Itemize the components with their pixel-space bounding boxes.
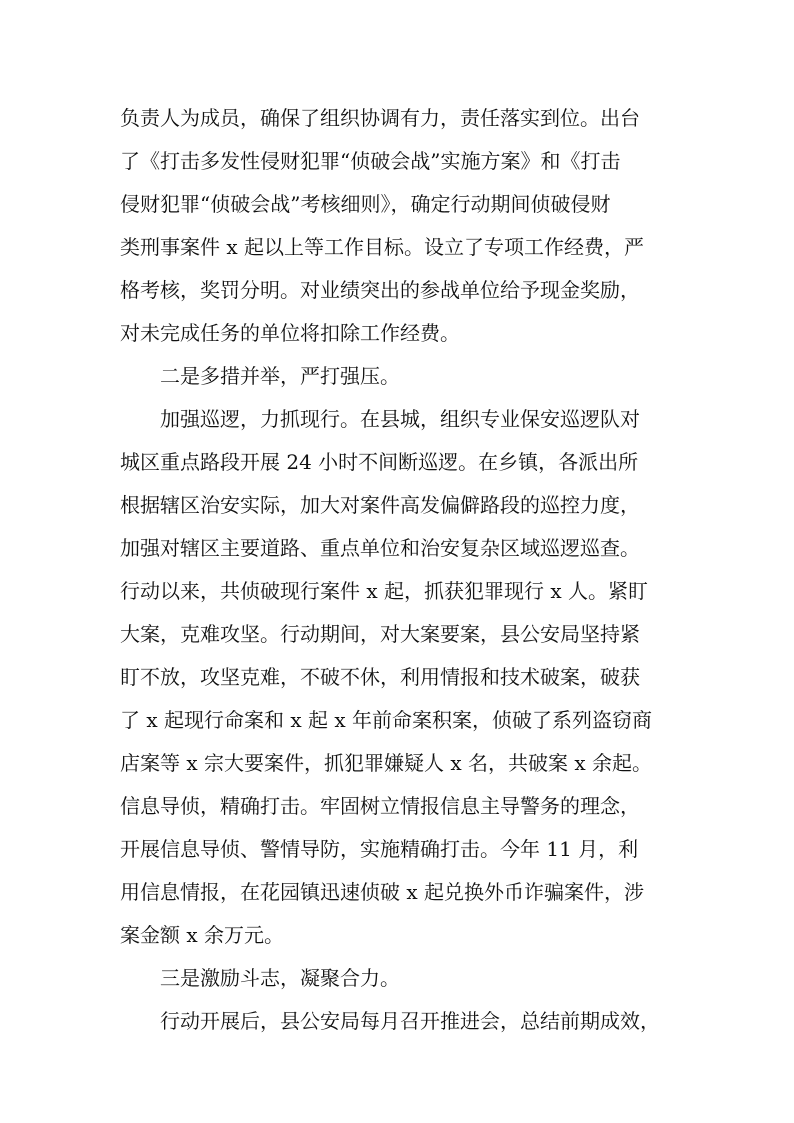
text-line: 了 x 起现行命案和 x 起 x 年前命案积案，侦破了系列盗窃商 bbox=[120, 708, 652, 732]
text-line: 了《打击多发性侵财犯罪“侦破会战”实施方案》和《打击 bbox=[120, 149, 621, 173]
text-line: 开展信息导侦、警情导防，实施精确打击。今年 11 月，利 bbox=[120, 837, 639, 861]
text-line: 城区重点路段开展 24 小时不间断巡逻。在乡镇，各派出所 bbox=[120, 450, 639, 474]
text-line: 格考核，奖罚分明。对业绩突出的参战单位给予现金奖励， bbox=[120, 278, 640, 302]
section-heading: 三是激励斗志，凝聚合力。 bbox=[160, 966, 400, 990]
text-line: 根据辖区治安实际，加大对案件高发偏僻路段的巡控力度， bbox=[120, 493, 640, 517]
text-line: 盯不放，攻坚克难，不破不休，利用情报和技术破案，破获 bbox=[120, 665, 640, 689]
text-line: 案金额 x 余万元。 bbox=[120, 923, 284, 947]
text-line: 对未完成任务的单位将扣除工作经费。 bbox=[120, 321, 460, 345]
text-line: 加强对辖区主要道路、重点单位和治安复杂区域巡逻巡查。 bbox=[120, 536, 640, 560]
section-heading: 二是多措并举，严打强压。 bbox=[160, 364, 400, 388]
text-line: 大案，克难攻坚。行动期间，对大案要案，县公安局坚持紧 bbox=[120, 622, 640, 646]
text-line: 类刑事案件 x 起以上等工作目标。设立了专项工作经费，严 bbox=[120, 235, 644, 259]
text-line: 信息导侦，精确打击。牢固树立情报信息主导警务的理念， bbox=[120, 794, 640, 818]
paragraph-first-line: 加强巡逻，力抓现行。在县城，组织专业保安巡逻队对 bbox=[160, 407, 640, 431]
paragraph-first-line: 行动开展后，县公安局每月召开推进会，总结前期成效， bbox=[160, 1009, 660, 1033]
text-line: 用信息情报，在花园镇迅速侦破 x 起兑换外币诈骗案件，涉 bbox=[120, 880, 644, 904]
text-line: 店案等 x 宗大要案件，抓犯罪嫌疑人 x 名，共破案 x 余起。 bbox=[120, 751, 652, 775]
text-line: 行动以来，共侦破现行案件 x 起，抓获犯罪现行 x 人。紧盯 bbox=[120, 579, 648, 603]
text-line: 负责人为成员，确保了组织协调有力，责任落实到位。出台 bbox=[120, 106, 640, 130]
text-line: 侵财犯罪“侦破会战”考核细则》，确定行动期间侦破侵财 bbox=[120, 192, 611, 216]
